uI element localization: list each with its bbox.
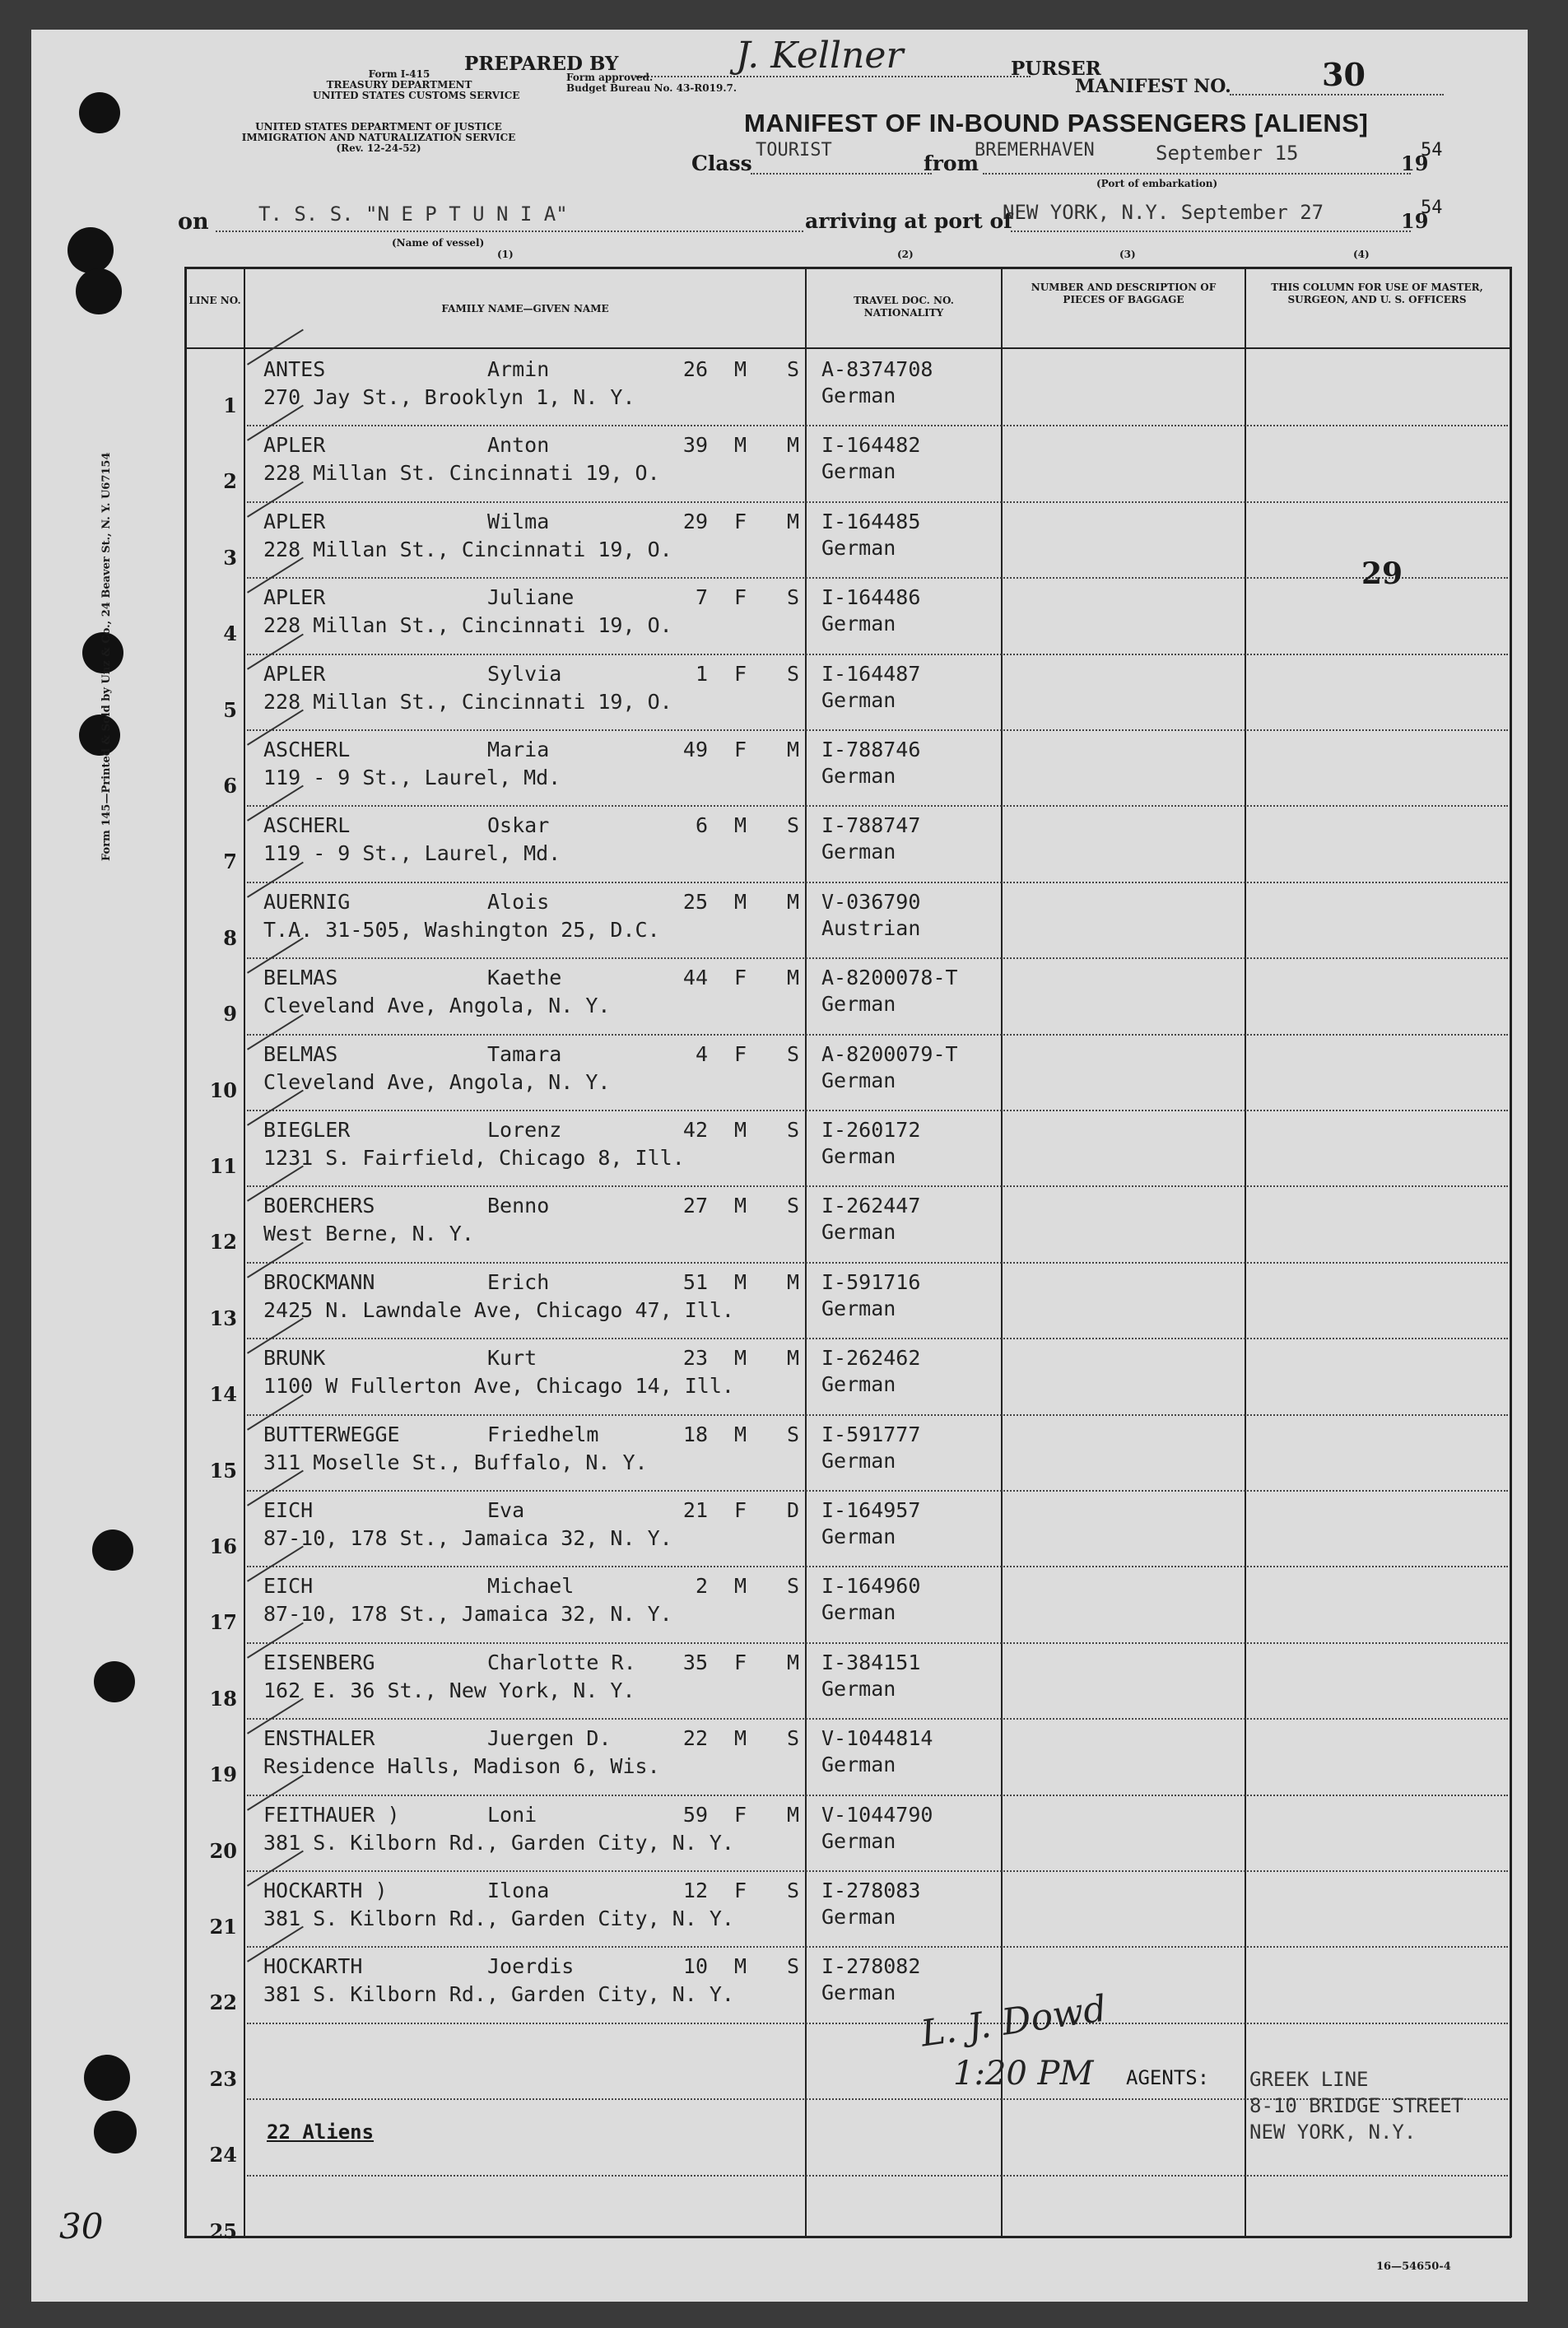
family-name: APLER (263, 661, 326, 686)
punch-hole (92, 1529, 133, 1571)
marital-status: M (787, 1650, 800, 1674)
budget-text: Budget Bureau No. 43-R019.7. (566, 82, 737, 94)
age: 7 (695, 585, 708, 610)
row-divider (247, 2175, 1508, 2177)
address: 228 Millan St., Cincinnati 19, O. (263, 689, 672, 714)
col2-number: (2) (897, 249, 914, 260)
port-embarkation: BREMERHAVEN (975, 140, 1095, 161)
address: 119 - 9 St., Laurel, Md. (263, 841, 561, 866)
address: Cleveland Ave, Angola, N. Y. (263, 1069, 611, 1094)
marital-status: S (787, 1574, 800, 1599)
arrival-time-note: 1:20 PM (953, 2055, 1094, 2093)
marital-status: S (787, 661, 800, 686)
family-name: HOCKARTH (263, 1954, 363, 1979)
age: 6 (695, 813, 708, 838)
marital-status: S (787, 1194, 800, 1218)
given-name: Michael (487, 1574, 575, 1599)
class-line (751, 173, 932, 175)
marital-status: S (787, 813, 800, 838)
given-name: Wilma (487, 509, 550, 533)
given-name: Lorenz (487, 1118, 562, 1142)
family-name: EICH (263, 1498, 314, 1522)
row-divider (247, 1110, 1508, 1111)
revision: (Rev. 12-24-52) (336, 142, 421, 154)
arrival-line (1011, 230, 1411, 232)
ins-service: IMMIGRATION AND NATURALIZATION SERVICE (241, 132, 516, 143)
line-number: 10 (209, 1078, 237, 1102)
age: 29 (682, 509, 708, 533)
line-number: 13 (209, 1306, 237, 1330)
row-divider (247, 425, 1508, 426)
marital-status: M (787, 509, 800, 533)
manifest-title: MANIFEST OF IN-BOUND PASSENGERS [ALIENS] (744, 109, 1369, 137)
family-name: ENSTHALER (263, 1726, 375, 1751)
agent-name: GREEK LINE (1249, 2068, 1369, 2091)
given-name: Erich (487, 1269, 550, 1294)
punch-hole (94, 1661, 135, 1702)
vessel-line (216, 230, 803, 232)
address: 1100 W Fullerton Ave, Chicago 14, Ill. (263, 1374, 734, 1399)
row-divider (247, 1870, 1508, 1872)
year-arrival: 54 (1421, 198, 1443, 218)
address: 381 S. Kilborn Rd., Garden City, N. Y. (263, 1907, 734, 1930)
row-divider (247, 957, 1508, 959)
preparer-signature: J. Kellner (736, 35, 904, 77)
punch-hole (84, 2055, 130, 2101)
row-divider (247, 1262, 1508, 1264)
header-name: FAMILY NAME—GIVEN NAME (441, 303, 609, 314)
line-number: 16 (209, 1534, 237, 1558)
nationality: German (821, 764, 896, 788)
age: 18 (682, 1422, 708, 1446)
travel-doc-no: I-260172 (821, 1118, 921, 1142)
given-name: Sylvia (487, 661, 562, 686)
travel-doc-no: I-278082 (821, 1954, 921, 1979)
row-divider (247, 882, 1508, 883)
given-name: Juliane (487, 585, 575, 610)
nationality: German (821, 687, 896, 712)
travel-doc-no: I-788747 (821, 813, 921, 838)
sex: F (734, 661, 747, 686)
family-name: ASCHERL (263, 738, 351, 761)
nationality: Austrian (821, 915, 921, 940)
marital-status: M (787, 1346, 800, 1371)
line-number: 20 (209, 1838, 237, 1863)
sex: F (734, 738, 747, 761)
line-number: 21 (209, 1915, 237, 1939)
nationality: German (821, 1600, 896, 1625)
punch-hole (67, 227, 114, 273)
vessel-caption: (Name of vessel) (392, 237, 485, 249)
sex: M (734, 1269, 747, 1294)
nationality: German (821, 992, 896, 1017)
travel-doc-no: V-036790 (821, 889, 921, 914)
port-embark-caption: (Port of embarkation) (1096, 178, 1218, 189)
nationality: German (821, 1448, 896, 1473)
year-prefix-embark: 19 (1401, 151, 1429, 175)
family-name: ANTES (263, 357, 326, 381)
col1-number: (1) (497, 249, 514, 260)
given-name: Oskar (487, 813, 550, 838)
form-approved (566, 72, 737, 94)
address: 228 Millan St., Cincinnati 19, O. (263, 537, 672, 561)
row-divider (247, 1490, 1508, 1492)
nationality: German (821, 384, 896, 407)
nationality: German (821, 1068, 896, 1092)
justice-dept: UNITED STATES DEPARTMENT OF JUSTICE (255, 121, 502, 133)
travel-doc-no: I-788746 (821, 738, 921, 761)
line-number: 12 (209, 1230, 237, 1255)
nationality: German (821, 1296, 896, 1320)
header-officers: THIS COLUMN FOR USE OF MASTER, SURGEON, AND U. S. OFFICERS (1271, 282, 1483, 305)
manifest-no-label: MANIFEST NO. (1075, 76, 1231, 97)
form-id-block (313, 68, 520, 101)
nationality: German (821, 459, 896, 484)
on-label: on (178, 209, 209, 235)
line-number: 2 (223, 469, 237, 494)
given-name: Alois (487, 889, 550, 914)
sex: M (734, 1574, 747, 1599)
marital-status: S (787, 357, 800, 381)
row-divider (247, 1718, 1508, 1720)
approved-text: Form approved. (566, 72, 654, 83)
marital-status: M (787, 1802, 800, 1827)
sex: F (734, 1041, 747, 1066)
family-name: BELMAS (263, 966, 338, 990)
sex: F (734, 1879, 747, 1902)
address: West Berne, N. Y. (263, 1222, 474, 1246)
footer-code: 16—54650-4 (1376, 2260, 1451, 2273)
agent-city: NEW YORK, N.Y. (1249, 2121, 1417, 2144)
sex: F (734, 1650, 747, 1674)
given-name: Ilona (487, 1879, 550, 1902)
age: 25 (682, 889, 708, 914)
embark-date: September 15 (1156, 142, 1299, 165)
sex: M (734, 1346, 747, 1371)
year-prefix-arrival: 19 (1401, 209, 1429, 233)
line-number: 5 (223, 697, 237, 722)
sex: M (734, 1118, 747, 1142)
header-travel-doc: TRAVEL DOC. NO. NATIONALITY (854, 295, 954, 319)
address: 228 Millan St. Cincinnati 19, O. (263, 461, 660, 486)
marital-status: M (787, 433, 800, 458)
row-divider (247, 1566, 1508, 1567)
nationality: German (821, 1753, 896, 1777)
travel-doc-no: A-8200078-T (821, 966, 958, 990)
age: 4 (695, 1041, 708, 1066)
punch-hole (79, 92, 120, 133)
given-name: Eva (487, 1498, 525, 1522)
marital-status: S (787, 1041, 800, 1066)
address: 381 S. Kilborn Rd., Garden City, N. Y. (263, 1830, 734, 1855)
corner-page-number: 30 (59, 2206, 104, 2247)
sex: M (734, 433, 747, 458)
manifest-no-line (1230, 94, 1444, 95)
class-value: TOURIST (756, 140, 832, 161)
address: 228 Millan St., Cincinnati 19, O. (263, 613, 672, 638)
age: 22 (682, 1726, 708, 1751)
officer-note: 29 (1361, 556, 1403, 591)
sex: M (734, 1194, 747, 1218)
agent-street: 8-10 BRIDGE STREET (1249, 2094, 1464, 2117)
given-name: Juergen D. (487, 1726, 612, 1751)
sex: F (734, 509, 747, 533)
header-line-no: LINE NO. (188, 295, 241, 306)
line-number: 15 (209, 1458, 237, 1483)
family-name: BELMAS (263, 1041, 338, 1066)
travel-doc-no: I-262447 (821, 1194, 921, 1218)
family-name: BOERCHERS (263, 1194, 375, 1218)
travel-doc-no: I-164960 (821, 1574, 921, 1599)
col3-number: (3) (1119, 249, 1136, 260)
purser-label: PURSER (1011, 58, 1101, 80)
row-divider (247, 1414, 1508, 1416)
age: 35 (682, 1650, 708, 1674)
address: 311 Moselle St., Buffalo, N. Y. (263, 1450, 648, 1474)
given-name: Friedhelm (487, 1422, 599, 1446)
sex: M (734, 357, 747, 381)
travel-doc-no: A-8200079-T (821, 1041, 958, 1066)
row-divider (247, 1185, 1508, 1187)
line-number: 19 (209, 1762, 237, 1787)
age: 49 (682, 738, 708, 761)
age: 42 (682, 1118, 708, 1142)
marital-status: S (787, 585, 800, 610)
travel-doc-no: V-1044814 (821, 1726, 933, 1751)
class-label: Class (691, 151, 752, 175)
row-divider (247, 729, 1508, 731)
family-name: ASCHERL (263, 813, 351, 838)
marital-status: M (787, 889, 800, 914)
given-name: Loni (487, 1802, 537, 1827)
manifest-page (31, 30, 1528, 2302)
given-name: Benno (487, 1194, 550, 1218)
punch-hole (94, 2111, 137, 2153)
line-number: 23 (209, 2066, 237, 2091)
line-number: 9 (223, 1002, 237, 1027)
year-embark: 54 (1421, 140, 1443, 161)
family-name: AUERNIG (263, 889, 351, 914)
sex: M (734, 1954, 747, 1979)
nationality: German (821, 1220, 896, 1245)
justice-block (173, 122, 584, 154)
line-number: 7 (223, 850, 237, 874)
department: TREASURY DEPARTMENT (326, 79, 472, 91)
sex: F (734, 1802, 747, 1827)
manifest-number: 30 (1322, 56, 1366, 93)
age: 2 (695, 1574, 708, 1599)
age: 27 (682, 1194, 708, 1218)
given-name: Charlotte R. (487, 1650, 636, 1674)
header-baggage: NUMBER AND DESCRIPTION OF PIECES OF BAGGAGE (1031, 282, 1217, 305)
travel-doc-no: I-164486 (821, 585, 921, 610)
punch-hole (79, 715, 120, 756)
customs-service: UNITED STATES CUSTOMS SERVICE (313, 90, 520, 101)
age: 59 (682, 1802, 708, 1827)
line-number: 6 (223, 774, 237, 798)
age: 26 (682, 357, 708, 381)
age: 39 (682, 433, 708, 458)
marital-status: S (787, 1879, 800, 1902)
arrival-port: NEW YORK, N.Y. September 27 (1003, 201, 1324, 224)
family-name: BROCKMANN (263, 1269, 375, 1294)
nationality: German (821, 1525, 896, 1548)
col4-number: (4) (1353, 249, 1370, 260)
given-name: Maria (487, 738, 550, 761)
address: 2425 N. Lawndale Ave, Chicago 47, Ill. (263, 1297, 734, 1322)
address: 162 E. 36 St., New York, N. Y. (263, 1678, 635, 1702)
family-name: EICH (263, 1574, 314, 1599)
line-number: 25 (209, 2219, 237, 2243)
side-printer-text: Form 145—Printed & Sold by Unz & Co., 24 Beaver St., N. Y. U67154 (100, 452, 113, 861)
travel-doc-no: I-164485 (821, 509, 921, 533)
marital-status: S (787, 1954, 800, 1979)
line-number: 24 (209, 2143, 237, 2167)
line-number: 11 (209, 1154, 237, 1178)
sex: F (734, 585, 747, 610)
nationality: German (821, 1144, 896, 1168)
line-number: 14 (209, 1382, 237, 1407)
age: 44 (682, 966, 708, 990)
row-divider (247, 501, 1508, 503)
age: 1 (695, 661, 708, 686)
given-name: Joerdis (487, 1954, 575, 1979)
from-label: from (924, 151, 979, 175)
row-divider (247, 1338, 1508, 1339)
family-name: APLER (263, 509, 326, 533)
punch-hole (76, 268, 122, 314)
line-number: 17 (209, 1610, 237, 1635)
marital-status: S (787, 1118, 800, 1142)
travel-doc-no: I-164487 (821, 661, 921, 686)
row-divider (247, 1946, 1508, 1948)
marital-status: M (787, 966, 800, 990)
nationality: German (821, 1905, 896, 1929)
address: 87-10, 178 St., Jamaica 32, N. Y. (263, 1602, 672, 1627)
row-divider (247, 805, 1508, 807)
travel-doc-no: I-164957 (821, 1498, 921, 1522)
officer-signature: L. J. Dowd (918, 1987, 1110, 2056)
line-number: 18 (209, 1686, 237, 1711)
prepared-by-label: PREPARED BY (464, 53, 619, 75)
travel-doc-no: I-591777 (821, 1422, 921, 1446)
sex: M (734, 1726, 747, 1751)
family-name: FEITHAUER ) (263, 1802, 400, 1827)
row-divider (247, 1642, 1508, 1644)
agents-block (1249, 2066, 1463, 2145)
given-name: Kurt (487, 1346, 537, 1371)
travel-doc-no: I-384151 (821, 1650, 921, 1674)
given-name: Anton (487, 433, 550, 458)
nationality: German (821, 840, 896, 864)
marital-status: D (787, 1498, 800, 1522)
agents-label: AGENTS: (1126, 2066, 1210, 2089)
age: 21 (682, 1498, 708, 1522)
age: 23 (682, 1346, 708, 1371)
row-divider (247, 1795, 1508, 1796)
marital-status: M (787, 1269, 800, 1294)
family-name: BRUNK (263, 1346, 326, 1371)
address: Residence Halls, Madison 6, Wis. (263, 1754, 660, 1779)
vessel-name: T. S. S. "N E P T U N I A" (258, 203, 568, 226)
line-number: 8 (223, 925, 237, 950)
marital-status: S (787, 1422, 800, 1446)
line-number: 3 (223, 545, 237, 570)
sex: F (734, 1498, 747, 1522)
family-name: BIEGLER (263, 1118, 351, 1142)
row-divider (247, 577, 1508, 579)
marital-status: S (787, 1726, 800, 1751)
line-number: 22 (209, 1990, 237, 2015)
line-number: 1 (223, 393, 237, 417)
age: 51 (682, 1269, 708, 1294)
address: 381 S. Kilborn Rd., Garden City, N. Y. (263, 1982, 734, 2007)
travel-doc-no: I-278083 (821, 1879, 921, 1902)
address: 119 - 9 St., Laurel, Md. (263, 766, 561, 789)
age: 10 (682, 1954, 708, 1979)
travel-doc-no: I-591716 (821, 1269, 921, 1294)
address: Cleveland Ave, Angola, N. Y. (263, 994, 611, 1018)
row-divider (247, 1034, 1508, 1036)
row-divider (247, 2023, 1508, 2024)
nationality: German (821, 535, 896, 560)
travel-doc-no: A-8374708 (821, 357, 933, 381)
travel-doc-no: I-262462 (821, 1346, 921, 1371)
address: 270 Jay St., Brooklyn 1, N. Y. (263, 385, 635, 409)
sex: F (734, 966, 747, 990)
given-name: Tamara (487, 1041, 562, 1066)
arriving-label: arriving at port of (805, 209, 1012, 233)
marital-status: M (787, 738, 800, 761)
given-name: Armin (487, 357, 550, 381)
line-number: 4 (223, 622, 237, 646)
family-name: BUTTERWEGGE (263, 1422, 400, 1446)
sex: M (734, 1422, 747, 1446)
nationality: German (821, 1676, 896, 1701)
sex: M (734, 813, 747, 838)
family-name: HOCKARTH ) (263, 1879, 388, 1902)
age: 12 (682, 1879, 708, 1902)
address: 1231 S. Fairfield, Chicago 8, Ill. (263, 1146, 685, 1170)
total-aliens: 22 Aliens (267, 2121, 375, 2144)
family-name: APLER (263, 585, 326, 610)
nationality: German (821, 1981, 896, 2005)
nationality: German (821, 1372, 896, 1397)
nationality: German (821, 1828, 896, 1853)
family-name: EISENBERG (263, 1650, 375, 1674)
address: T.A. 31-505, Washington 25, D.C. (263, 917, 660, 942)
family-name: APLER (263, 433, 326, 458)
form-number: Form I-415 (368, 68, 430, 80)
address: 87-10, 178 St., Jamaica 32, N. Y. (263, 1526, 672, 1550)
travel-doc-no: V-1044790 (821, 1802, 933, 1827)
travel-doc-no: I-164482 (821, 433, 921, 458)
nationality: German (821, 612, 896, 636)
row-divider (247, 654, 1508, 655)
from-line (983, 173, 1411, 175)
given-name: Kaethe (487, 966, 562, 990)
sex: M (734, 889, 747, 914)
